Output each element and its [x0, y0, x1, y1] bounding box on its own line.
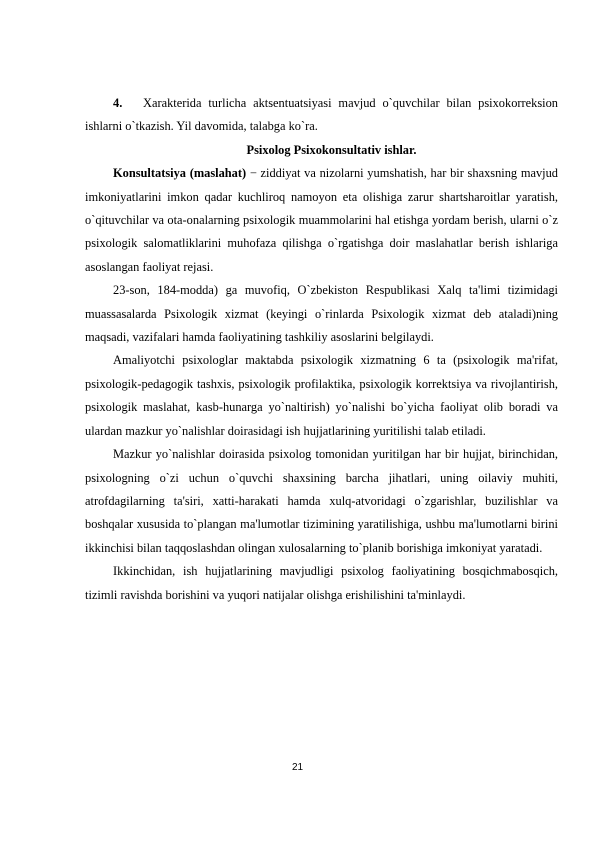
page-number: 21 [291, 762, 304, 773]
list-item-4 [85, 92, 558, 139]
list-item-text: Xarakterida turlicha aktsentuatsiyasi mavjud o`quvchilar bilan psixokorreksion ishlarni o`tkazish. Yil davomida, talabga ko`ra. [85, 96, 558, 134]
paragraph-first-reason: Mazkur yo`nalishlar doirasida psixolog tomonidan yuritilgan har bir hujjat, birinchidan, psixologning o`zi uchun o`quvchi shaxsining barcha jihatlari, uning oilaviy muhiti, atrofdagilarning ta'siri, xatti-harakati hamda xulq-atvoridagi o`zgarishlar, buzilishlar va boshqalar xususida to`plangan ma'lumotlar tizimining yaratilishiga, ushbu ma'lumotlarni birini ikkinchisi bilan taqqoslashdan olingan xulosalarning to`planib borishiga imkoniyat yaratadi. [85, 447, 558, 555]
paragraph-directions: Amaliyotchi psixologlar maktabda psixologik xizmatning 6 ta (psixologik ma'rifat, psixologik-pedagogik tashxis, psixologik profilaktika, psixologik korrektsiya va rivojlantirish, psixologik maslahat, kasb-hunarga yo`naltirish) yo`nalishi bo`yicha faoliyat olib boradi va ulardan mazkur yo`nalishlar doirasidagi ish hujjatlarining yuritilishi talab etiladi. [85, 353, 558, 438]
list-item-number: 4. [113, 96, 123, 110]
paragraph-consultation [85, 162, 558, 279]
document-page [85, 92, 558, 607]
paragraph-consultation-text: − ziddiyat va nizolarni yumshatish, har bir shaxsning mavjud imkoniyatlarini imkon qadar kuchliroq namoyon eta olishiga zarur shartsharoitlar yaratish, o`qituvchilar va ota-onalarning psixologik muammolarini hal etishga yordam berish, ularni o`z psixologik salomatliklarini muhofaza qilishga o`rgatishga doir maslahatlar berish ishlariga asoslangan faoliyat rejasi. [85, 166, 558, 274]
term-consultation: Konsultatsiya (maslahat) [113, 166, 247, 181]
section-heading: Psixolog Psixokonsultativ ishlar. [246, 142, 417, 157]
paragraph-second-reason: Ikkinchidan, ish hujjatlarining mavjudligi psixolog faoliyatining bosqichmabosqich, tizimli ravishda borishini va yuqori natijalar olishga erishilishini ta'minlaydi. [85, 564, 558, 602]
paragraph-regulation: 23-son, 184-modda) ga muvofiq, O`zbekiston Respublikasi Xalq ta'limi tizimidagi muassasalarda Psixologik xizmat (keyingi o`rinlarda Psixologik xizmat deb ataladi)ning maqsadi, vazifalari hamda faoliyatining tashkiliy asoslarini belgilaydi. [85, 283, 558, 345]
